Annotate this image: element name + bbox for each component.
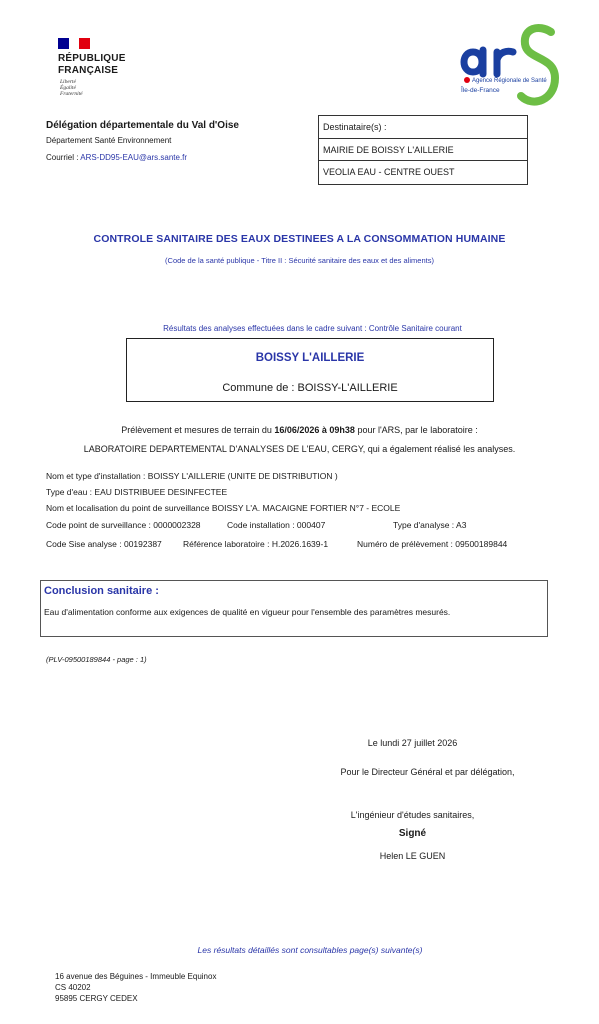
installation-info: Nom et type d'installation : BOISSY L'AILLERIE (UNITE DE DISTRIBUTION ) xyxy=(46,471,338,481)
ars-logo xyxy=(455,20,565,115)
commune-box xyxy=(126,338,494,402)
email-label: Courriel : xyxy=(46,153,81,162)
delegation-title: Délégation départementale du Val d'Oise xyxy=(46,120,239,131)
surveillance-point-code: Code point de surveillance : 0000002328 xyxy=(46,520,201,530)
signature-date: Le lundi 27 juillet 2026 xyxy=(367,738,458,748)
laboratory-reference: Référence laboratoire : H.2026.1639-1 xyxy=(183,539,329,549)
analysis-type: Type d'analyse : A3 xyxy=(393,520,467,530)
recipient-item: MAIRIE DE BOISSY L'AILLERIE xyxy=(319,138,527,160)
signature-role: L'ingénieur d'études sanitaires, xyxy=(350,810,475,820)
document-title: CONTROLE SANITAIRE DES EAUX DESTINEES A LA CONSOMMATION HUMAINE xyxy=(93,233,506,245)
recipient-item: VEOLIA EAU - CENTRE OUEST xyxy=(319,160,527,182)
signature-signed: Signé xyxy=(398,828,427,839)
delegation-department: Département Santé Environnement xyxy=(46,136,172,145)
recipients-label: Destinataire(s) : xyxy=(323,122,387,132)
delegation-email xyxy=(46,153,187,162)
surveillance-location: Nom et localisation du point de surveillance BOISSY L'A. MACAIGNE FORTIER N°7 - ECOLE xyxy=(46,503,401,513)
republique-francaise-logo: RÉPUBLIQUE FRANÇAISE xyxy=(58,53,126,76)
page-reference: (PLV-09500189844 - page : 1) xyxy=(46,655,147,664)
commune-label: Commune de : BOISSY-L'AILLERIE xyxy=(222,382,398,394)
ars-agency-line2: Île-de-France xyxy=(461,87,500,94)
sampling-info: Prélèvement et mesures de terrain du 16/06/2026 à 09h38 pour l'ARS, par le laboratoire : xyxy=(121,425,478,435)
analysis-context: Résultats des analyses effectuées dans le cadre suivant : Contrôle Sanitaire courant xyxy=(163,324,462,333)
ars-logo-icon xyxy=(455,20,565,115)
signature-delegation: Pour le Directeur Général et par délégation, xyxy=(340,767,515,777)
address-line: 16 avenue des Béguines - Immeuble Equinox xyxy=(55,972,217,981)
details-note: Les résultats détaillés sont consultables page(s) suivante(s) xyxy=(197,945,423,955)
commune-name: BOISSY L'AILLERIE xyxy=(255,352,365,364)
signatory-name: Helen LE GUEN xyxy=(379,851,446,861)
recipients-box xyxy=(318,115,528,185)
email-link[interactable]: ARS-DD95-EAU@ars.sante.fr xyxy=(80,153,188,162)
french-flag-icon xyxy=(58,38,90,49)
conclusion-title: Conclusion sanitaire : xyxy=(44,585,159,597)
conclusion-box xyxy=(40,580,548,637)
document-subtitle: (Code de la santé publique - Titre II : Sécurité sanitaire des eaux et des aliments) xyxy=(165,256,434,265)
address-line: CS 40202 xyxy=(55,983,91,992)
address-line: 95895 CERGY CEDEX xyxy=(55,994,138,1003)
sampling-date: 16/06/2026 xyxy=(274,425,320,435)
ars-agency-line1: Agence Régionale de Santé xyxy=(472,78,547,84)
sise-code: Code Sise analyse : 00192387 xyxy=(46,539,162,549)
installation-code: Code installation : 000407 xyxy=(227,520,326,530)
water-type: Type d'eau : EAU DISTRIBUEE DESINFECTEE xyxy=(46,487,228,497)
sample-number: Numéro de prélèvement : 09500189844 xyxy=(357,539,508,549)
laboratory-name: LABORATOIRE DEPARTEMENTAL D'ANALYSES DE L'EAU, CERGY, qui a également réalisé les analyses. xyxy=(83,444,516,454)
conclusion-text: Eau d'alimentation conforme aux exigences de qualité en vigueur pour l'ensemble des paramètres mesurés. xyxy=(44,607,451,617)
sampling-time: à 09h38 xyxy=(319,425,355,435)
republic-motto: Liberté Égalité Fraternité xyxy=(60,79,83,97)
